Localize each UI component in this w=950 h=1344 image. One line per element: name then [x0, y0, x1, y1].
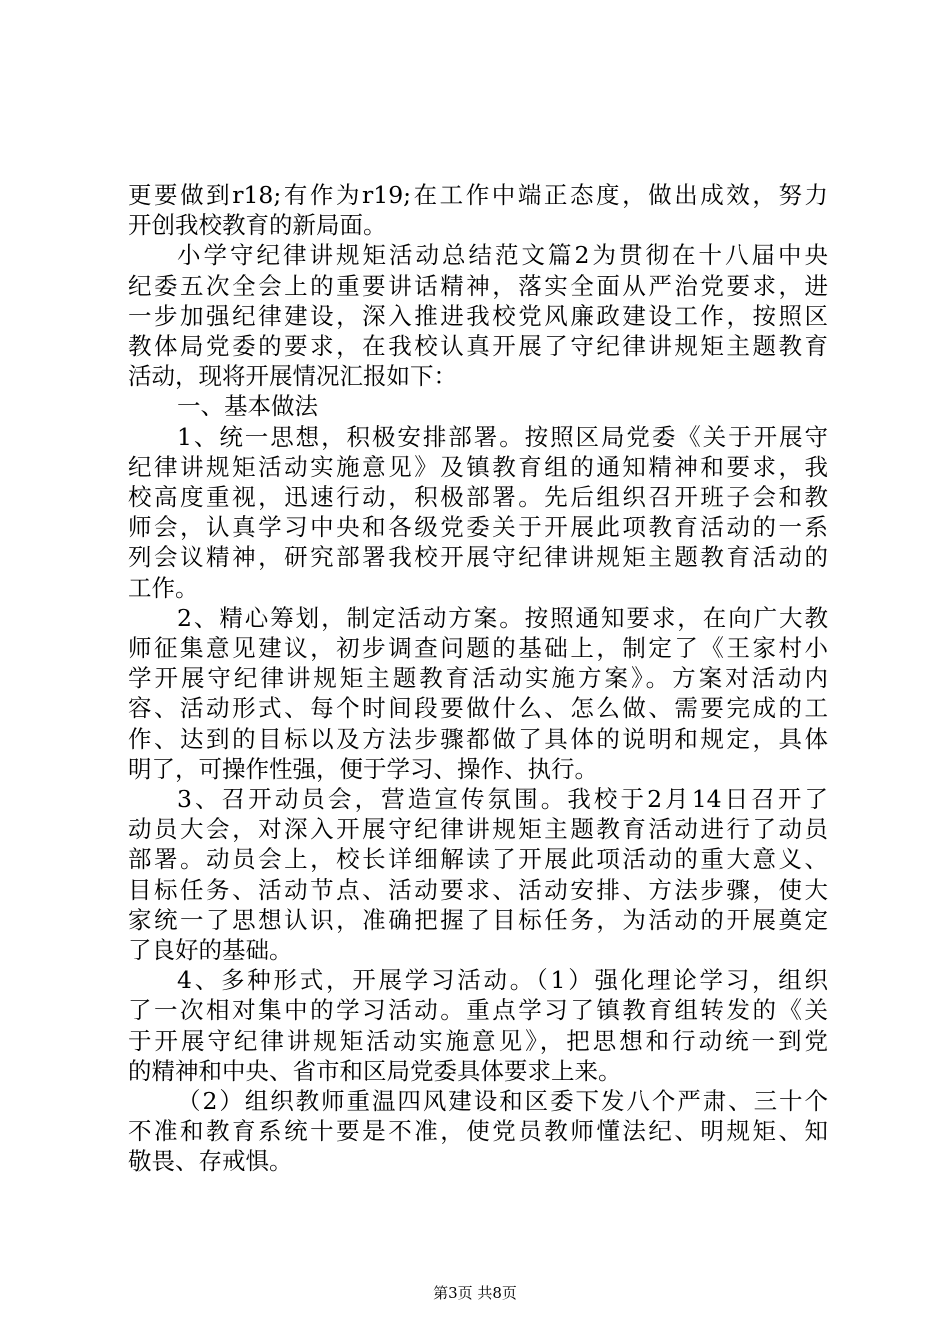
- text-line: 不准和教育系统十要是不准，使党员教师懂法纪、明规矩、知: [128, 1117, 828, 1145]
- text-line: 教体局党委的要求，在我校认真开展了守纪律讲规矩主题教育: [128, 332, 828, 360]
- text-line: 敬畏、存戒惧。: [128, 1147, 293, 1175]
- section-heading: 一、基本做法: [177, 392, 318, 420]
- text-line: 了良好的基础。: [128, 936, 293, 964]
- text-line: 小学守纪律讲规矩活动总结范文篇2为贯彻在十八届中央: [177, 241, 828, 269]
- text-line: 开创我校教育的新局面。: [128, 211, 387, 239]
- text-line: 更要做到r18;有作为r19;在工作中端正态度，做出成效，努力: [128, 181, 828, 209]
- text-line: 家统一了思想认识，准确把握了目标任务，为活动的开展奠定: [128, 906, 828, 934]
- text-line: 部署。动员会上，校长详细解读了开展此项活动的重大意义、: [128, 845, 828, 873]
- text-line: 学开展守纪律讲规矩主题教育活动实施方案》。方案对活动内: [128, 664, 828, 692]
- text-line: 纪律讲规矩活动实施意见》及镇教育组的通知精神和要求，我: [128, 453, 828, 481]
- text-line: 师征集意见建议，初步调查问题的基础上，制定了《王家村小: [128, 634, 828, 662]
- text-line: 一步加强纪律建设，深入推进我校党风廉政建设工作，按照区: [128, 302, 828, 330]
- text-line: （2）组织教师重温四风建设和区委下发八个严肃、三十个: [177, 1087, 828, 1115]
- text-line: 工作。: [128, 574, 199, 602]
- text-line: 2、精心筹划，制定活动方案。按照通知要求，在向广大教: [177, 604, 828, 632]
- text-line: 活动，现将开展情况汇报如下：: [128, 362, 457, 390]
- text-line: 的精神和中央、省市和区局党委具体要求上来。: [128, 1057, 622, 1085]
- text-line: 动员大会，对深入开展守纪律讲规矩主题教育活动进行了动员: [128, 815, 828, 843]
- text-line: 目标任务、活动节点、活动要求、活动安排、方法步骤，使大: [128, 876, 828, 904]
- text-line: 于开展守纪律讲规矩活动实施意见》，把思想和行动统一到党: [128, 1027, 828, 1055]
- text-line: 4、多种形式，开展学习活动。（1）强化理论学习，组织: [177, 966, 828, 994]
- text-line: 明了，可操作性强，便于学习、操作、执行。: [128, 755, 598, 783]
- text-line: 容、活动形式、每个时间段要做什么、怎么做、需要完成的工: [128, 694, 828, 722]
- text-line: 校高度重视，迅速行动，积极部署。先后组织召开班子会和教: [128, 483, 828, 511]
- text-line: 3、召开动员会，营造宣传氛围。我校于2月14日召开了: [177, 785, 828, 813]
- text-line: 师会，认真学习中央和各级党委关于开展此项教育活动的一系: [128, 513, 828, 541]
- text-line: 作、达到的目标以及方法步骤都做了具体的说明和规定，具体: [128, 725, 828, 753]
- text-line: 了一次相对集中的学习活动。重点学习了镇教育组转发的《关: [128, 996, 828, 1024]
- page-footer: 第3页 共8页: [433, 1284, 517, 1302]
- text-line: 纪委五次全会上的重要讲话精神，落实全面从严治党要求，进: [128, 272, 828, 300]
- text-line: 1、统一思想，积极安排部署。按照区局党委《关于开展守: [177, 423, 828, 451]
- text-line: 列会议精神，研究部署我校开展守纪律讲规矩主题教育活动的: [128, 543, 828, 571]
